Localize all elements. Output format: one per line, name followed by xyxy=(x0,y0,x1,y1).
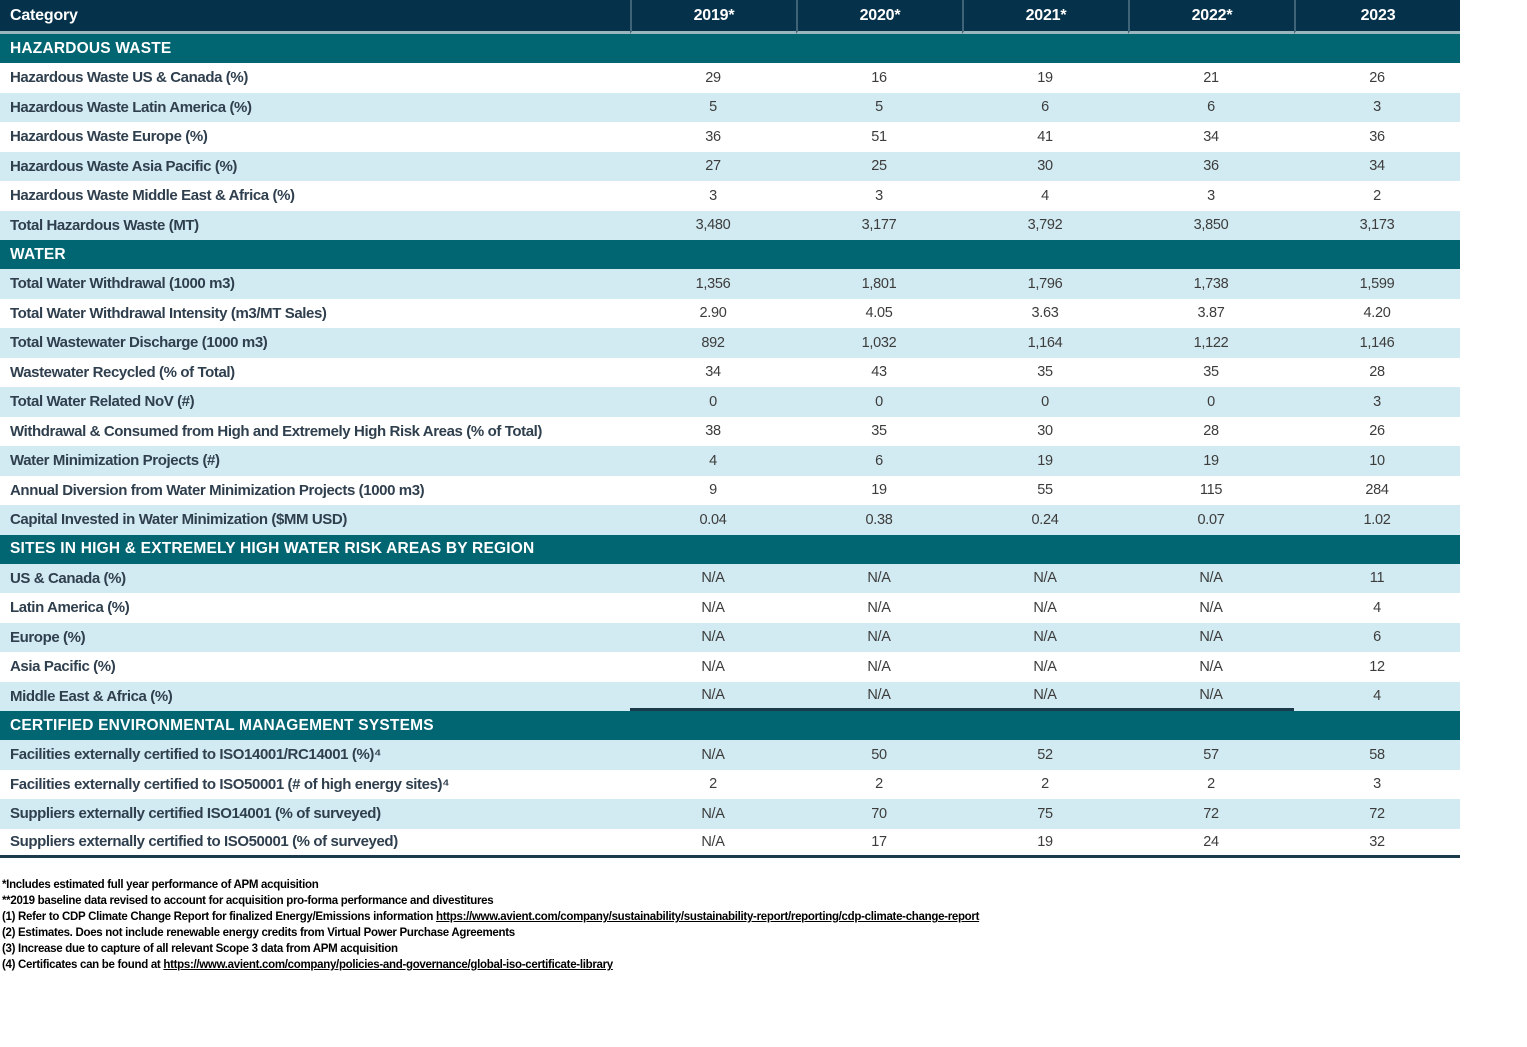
cell-value: 5 xyxy=(796,93,962,123)
cell-value: 892 xyxy=(630,328,796,358)
cell-value: N/A xyxy=(962,593,1128,623)
row-label: Hazardous Waste Europe (%) xyxy=(0,122,630,152)
cell-value: 0 xyxy=(962,387,1128,417)
cell-value: 284 xyxy=(1294,476,1460,506)
table-row xyxy=(0,328,1460,358)
cell-value: 3,850 xyxy=(1128,211,1294,241)
cell-value: 6 xyxy=(1294,623,1460,653)
row-label: Wastewater Recycled (% of Total) xyxy=(0,358,630,388)
cell-value: 0.04 xyxy=(630,505,796,535)
cell-value: 28 xyxy=(1128,417,1294,447)
table-row xyxy=(0,564,1460,594)
row-label: Annual Diversion from Water Minimization Projects (1000 m3) xyxy=(0,476,630,506)
footnote-link[interactable]: https://www.avient.com/company/policies-and-governance/global-iso-certificate-library xyxy=(163,959,613,971)
table-row xyxy=(0,446,1460,476)
cell-value: 3,792 xyxy=(962,211,1128,241)
cell-value: N/A xyxy=(1128,593,1294,623)
cell-value: 36 xyxy=(1294,122,1460,152)
cell-value: 4 xyxy=(1294,682,1460,712)
footnote xyxy=(2,877,1527,893)
cell-value: 26 xyxy=(1294,63,1460,93)
section-header-row xyxy=(0,711,1460,740)
table-row xyxy=(0,740,1460,770)
cell-value: 30 xyxy=(962,417,1128,447)
cell-value: 1,738 xyxy=(1128,269,1294,299)
cell-value: 2 xyxy=(1128,770,1294,800)
table-row xyxy=(0,152,1460,182)
table-row xyxy=(0,122,1460,152)
cell-value: 24 xyxy=(1128,829,1294,859)
footnotes xyxy=(2,877,1527,973)
cell-value: 1.02 xyxy=(1294,505,1460,535)
table-row xyxy=(0,387,1460,417)
row-label: Facilities externally certified to ISO14001/RC14001 (%)⁴ xyxy=(0,740,630,770)
footnote-link[interactable]: https://www.avient.com/company/sustainability/sustainability-report/reporting/cdp-climate-change-report xyxy=(435,911,980,923)
row-label: Latin America (%) xyxy=(0,593,630,623)
cell-value: 72 xyxy=(1294,799,1460,829)
row-label: Total Water Withdrawal (1000 m3) xyxy=(0,269,630,299)
cell-value: 17 xyxy=(796,829,962,859)
table-row xyxy=(0,269,1460,299)
cell-value: 32 xyxy=(1294,829,1460,859)
cell-value: 55 xyxy=(962,476,1128,506)
footnote xyxy=(2,925,1527,941)
table-body xyxy=(0,34,1460,858)
cell-value: 1,599 xyxy=(1294,269,1460,299)
cell-value: 38 xyxy=(630,417,796,447)
footnote xyxy=(2,893,1527,909)
row-label: Total Hazardous Waste (MT) xyxy=(0,211,630,241)
row-label: Hazardous Waste US & Canada (%) xyxy=(0,63,630,93)
cell-value: 6 xyxy=(962,93,1128,123)
section-header-row xyxy=(0,34,1460,63)
row-label: Total Wastewater Discharge (1000 m3) xyxy=(0,328,630,358)
cell-value: 0.24 xyxy=(962,505,1128,535)
cell-value: 3,173 xyxy=(1294,211,1460,241)
row-label: Suppliers externally certified to ISO50001 (% of surveyed) xyxy=(0,829,630,859)
cell-value: 30 xyxy=(962,152,1128,182)
cell-value: 115 xyxy=(1128,476,1294,506)
cell-value: 3.87 xyxy=(1128,299,1294,329)
row-label: Total Water Related NoV (#) xyxy=(0,387,630,417)
column-header-year-2019: 2019* xyxy=(630,0,796,34)
cell-value: N/A xyxy=(962,652,1128,682)
table-row xyxy=(0,211,1460,241)
column-header-year-2022: 2022* xyxy=(1128,0,1294,34)
cell-value: 35 xyxy=(796,417,962,447)
section-title: HAZARDOUS WASTE xyxy=(0,34,1460,63)
cell-value: 4 xyxy=(962,181,1128,211)
table-header-row xyxy=(0,0,1460,34)
cell-value: 12 xyxy=(1294,652,1460,682)
cell-value: N/A xyxy=(1128,652,1294,682)
cell-value: 34 xyxy=(630,358,796,388)
footnote-text: *Includes estimated full year performance of APM acquisition xyxy=(2,879,319,891)
cell-value: 1,122 xyxy=(1128,328,1294,358)
footnote-text: (2) Estimates. Does not include renewable energy credits from Virtual Power Purchase Agreements xyxy=(2,927,515,939)
cell-value: 28 xyxy=(1294,358,1460,388)
cell-value: N/A xyxy=(630,829,796,859)
row-label: US & Canada (%) xyxy=(0,564,630,594)
row-label: Withdrawal & Consumed from High and Extremely High Risk Areas (% of Total) xyxy=(0,417,630,447)
table-row xyxy=(0,799,1460,829)
cell-value: 3 xyxy=(1294,770,1460,800)
footnote xyxy=(2,909,1527,925)
section-title: CERTIFIED ENVIRONMENTAL MANAGEMENT SYSTEMS xyxy=(0,711,1460,740)
cell-value: N/A xyxy=(630,593,796,623)
cell-value: 19 xyxy=(962,446,1128,476)
row-label: Capital Invested in Water Minimization ($MM USD) xyxy=(0,505,630,535)
table-row xyxy=(0,682,1460,712)
table-row xyxy=(0,770,1460,800)
footnote-text: (4) Certificates can be found at xyxy=(2,959,164,971)
cell-value: 21 xyxy=(1128,63,1294,93)
cell-value: 35 xyxy=(1128,358,1294,388)
cell-value: 35 xyxy=(962,358,1128,388)
row-label: Total Water Withdrawal Intensity (m3/MT Sales) xyxy=(0,299,630,329)
table-row xyxy=(0,358,1460,388)
cell-value: 3 xyxy=(1294,93,1460,123)
cell-value: 57 xyxy=(1128,740,1294,770)
table-row xyxy=(0,623,1460,653)
column-header-year-2021: 2021* xyxy=(962,0,1128,34)
column-header-category: Category xyxy=(0,0,630,34)
cell-value: 19 xyxy=(1128,446,1294,476)
cell-value: 4.20 xyxy=(1294,299,1460,329)
cell-value: N/A xyxy=(796,682,962,712)
footnote-text: (1) Refer to CDP Climate Change Report for finalized Energy/Emissions information xyxy=(2,911,436,923)
cell-value: N/A xyxy=(796,593,962,623)
column-header-year-2020: 2020* xyxy=(796,0,962,34)
cell-value: N/A xyxy=(1128,564,1294,594)
row-label: Asia Pacific (%) xyxy=(0,652,630,682)
cell-value: 1,796 xyxy=(962,269,1128,299)
cell-value: 58 xyxy=(1294,740,1460,770)
cell-value: 36 xyxy=(630,122,796,152)
cell-value: 41 xyxy=(962,122,1128,152)
cell-value: 50 xyxy=(796,740,962,770)
cell-value: 2 xyxy=(796,770,962,800)
cell-value: N/A xyxy=(962,564,1128,594)
cell-value: 2 xyxy=(630,770,796,800)
cell-value: N/A xyxy=(796,564,962,594)
cell-value: N/A xyxy=(630,682,796,712)
cell-value: 27 xyxy=(630,152,796,182)
row-label: Europe (%) xyxy=(0,623,630,653)
cell-value: N/A xyxy=(630,799,796,829)
cell-value: 0 xyxy=(796,387,962,417)
cell-value: N/A xyxy=(1128,682,1294,712)
footnote xyxy=(2,941,1527,957)
cell-value: N/A xyxy=(962,623,1128,653)
footnote-text: **2019 baseline data revised to account for acquisition pro-forma performance and divestitures xyxy=(2,895,494,907)
cell-value: 1,164 xyxy=(962,328,1128,358)
cell-value: 3.63 xyxy=(962,299,1128,329)
cell-value: 0.38 xyxy=(796,505,962,535)
row-label: Middle East & Africa (%) xyxy=(0,682,630,712)
table-head xyxy=(0,0,1460,34)
cell-value: N/A xyxy=(796,623,962,653)
cell-value: 34 xyxy=(1294,152,1460,182)
cell-value: N/A xyxy=(630,740,796,770)
cell-value: 4 xyxy=(1294,593,1460,623)
table-row xyxy=(0,652,1460,682)
cell-value: 19 xyxy=(796,476,962,506)
table-row xyxy=(0,476,1460,506)
cell-value: 3,480 xyxy=(630,211,796,241)
table-row xyxy=(0,829,1460,859)
cell-value: 3 xyxy=(1128,181,1294,211)
footnote xyxy=(2,957,1527,973)
row-label: Hazardous Waste Middle East & Africa (%) xyxy=(0,181,630,211)
cell-value: 9 xyxy=(630,476,796,506)
cell-value: 52 xyxy=(962,740,1128,770)
cell-value: 5 xyxy=(630,93,796,123)
cell-value: 72 xyxy=(1128,799,1294,829)
cell-value: 3 xyxy=(796,181,962,211)
cell-value: 16 xyxy=(796,63,962,93)
section-title: SITES IN HIGH & EXTREMELY HIGH WATER RISK AREAS BY REGION xyxy=(0,535,1460,564)
section-header-row xyxy=(0,240,1460,269)
cell-value: 4 xyxy=(630,446,796,476)
table-row xyxy=(0,593,1460,623)
section-title: WATER xyxy=(0,240,1460,269)
cell-value: 10 xyxy=(1294,446,1460,476)
cell-value: 26 xyxy=(1294,417,1460,447)
column-header-year-2023: 2023 xyxy=(1294,0,1460,34)
table-row xyxy=(0,63,1460,93)
table-row xyxy=(0,181,1460,211)
cell-value: 29 xyxy=(630,63,796,93)
footnote-text: (3) Increase due to capture of all relevant Scope 3 data from APM acquisition xyxy=(2,943,398,955)
table-row xyxy=(0,417,1460,447)
table-row xyxy=(0,505,1460,535)
cell-value: 6 xyxy=(796,446,962,476)
cell-value: 70 xyxy=(796,799,962,829)
cell-value: 75 xyxy=(962,799,1128,829)
section-header-row xyxy=(0,535,1460,564)
cell-value: 0 xyxy=(1128,387,1294,417)
cell-value: 1,146 xyxy=(1294,328,1460,358)
cell-value: 6 xyxy=(1128,93,1294,123)
cell-value: 3 xyxy=(1294,387,1460,417)
cell-value: 25 xyxy=(796,152,962,182)
cell-value: 2 xyxy=(962,770,1128,800)
row-label: Hazardous Waste Asia Pacific (%) xyxy=(0,152,630,182)
cell-value: 11 xyxy=(1294,564,1460,594)
cell-value: 1,801 xyxy=(796,269,962,299)
cell-value: 36 xyxy=(1128,152,1294,182)
cell-value: 34 xyxy=(1128,122,1294,152)
cell-value: N/A xyxy=(630,623,796,653)
cell-value: 0.07 xyxy=(1128,505,1294,535)
row-label: Hazardous Waste Latin America (%) xyxy=(0,93,630,123)
cell-value: N/A xyxy=(962,682,1128,712)
row-label: Suppliers externally certified ISO14001 (% of surveyed) xyxy=(0,799,630,829)
cell-value: 19 xyxy=(962,829,1128,859)
cell-value: 1,356 xyxy=(630,269,796,299)
table-row xyxy=(0,299,1460,329)
cell-value: 19 xyxy=(962,63,1128,93)
cell-value: 3,177 xyxy=(796,211,962,241)
cell-value: N/A xyxy=(630,564,796,594)
cell-value: 2 xyxy=(1294,181,1460,211)
cell-value: 4.05 xyxy=(796,299,962,329)
cell-value: 2.90 xyxy=(630,299,796,329)
cell-value: N/A xyxy=(796,652,962,682)
row-label: Facilities externally certified to ISO50001 (# of high energy sites)⁴ xyxy=(0,770,630,800)
cell-value: N/A xyxy=(630,652,796,682)
cell-value: 43 xyxy=(796,358,962,388)
cell-value: 51 xyxy=(796,122,962,152)
cell-value: 0 xyxy=(630,387,796,417)
cell-value: 3 xyxy=(630,181,796,211)
cell-value: N/A xyxy=(1128,623,1294,653)
cell-value: 1,032 xyxy=(796,328,962,358)
table-row xyxy=(0,93,1460,123)
row-label: Water Minimization Projects (#) xyxy=(0,446,630,476)
